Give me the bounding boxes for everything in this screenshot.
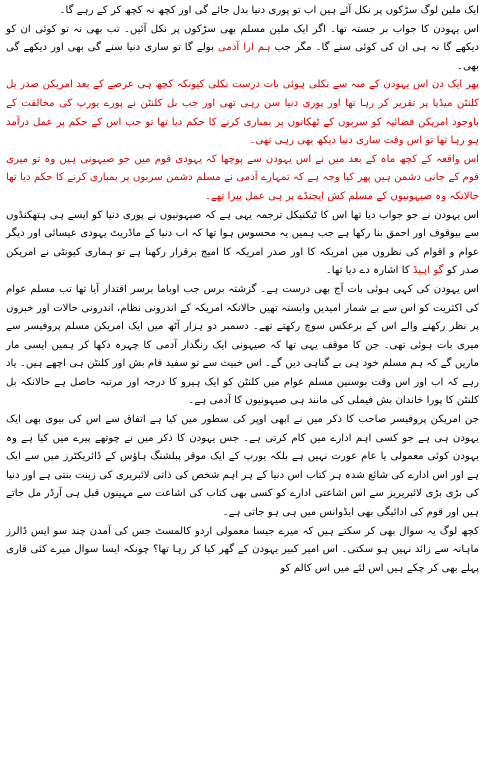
paragraph-8-text: کچھ لوگ یہ سوال بھی کر سکتے ہیں کہ میرے جیسا معمولی اردو کالمسٹ جس کی آمدن چند سو ایس ڈالرز ماہانہ سے زائد نہیں ہو سکتی۔ اس امیر کبیر یہودن کے گھر کیا کر رہا تھا؟ چونکہ ایسا سوال میرے کئی قاری پہلے بھی کر چکے ہیں اس لئے میں اس کالم کو [6, 525, 479, 574]
paragraph-2 [6, 21, 479, 77]
paragraph-1 [6, 2, 479, 21]
paragraph-2-text-a: اس یہودن کا جواب بر جستہ تھا۔ اگر ایک ملین مسلم بھی سڑکوں پر نکل آئیں۔ تب بھی نہ تو کوئی ان کو دیکھے گا نہ ہی ان کی کوئی سنے گا۔ مگر جب [6, 23, 480, 54]
paragraph-5-text-a: اس یہودن نے جو جواب دیا تھا اس کا ٹیکنیکل ترجمہ یہی ہے کہ صیہونیوں نے پوری دنیا کو ایسے ہی ہتھکنڈوں سے بیوقوف اور احمق بنا رکھا ہے جب ہمیں یہ محسوس ہوا تھا کہ اب دنیا کے ماڈریٹ یہودی عیسائی اور دیگر عوام و اقوام کی نظروں میں امریکہ کا اور صدر امریکہ کا امیج برقرار رکھنا ہے تو ہماری کیونٹی نے امریکن صدر کو [6, 209, 479, 277]
highlighted-phrase-our-man: ہم ارا آدمی [217, 42, 271, 54]
highlighted-phrase-go-ahead: گو اہیڈ [412, 265, 444, 277]
paragraph-3-highlighted [6, 76, 479, 150]
paragraph-7-text: جن امریکن پروفیسر صاحب کا ذکر میں نے ابھی اوپر کی سطور میں کیا ہے اتفاق سے اس کی بیوی بھی ایک یہودن ہی ہے جو کسی اہم ادارے میں کام کرتی ہے۔ جس یہودن کا ذکر میں نے چوتھے پیرے میں کیا ہے وہ یہودن کوئی معمولی یا عام عورت نہیں ہے بلکہ یورپ کے ایک موقر پبلشنگ ہاؤس کے ڈائریکٹرز میں سے ایک ہے اور اس ادارے کی شائع شدہ ہر کتاب اس دنیا کے ہر اہم شخص کی ذاتی لائبریری کی زینت بنتی ہے اور دنیا کی بڑی بڑی لائبریریز سے اس اشاعتی ادارے کو کسی بھی کتاب کی اشاعت سے مہینوں قبل ہی آرڈر مل جاتے ہیں اور قوم کی ادائیگی بھی ایڈوانس میں ہی ہو جاتی ہے۔ [6, 414, 479, 519]
paragraph-1-text: ایک ملین لوگ سڑکوں پر نکل آئے ہیں اب تو پوری دنیا بدل جائے گی اور کچھ نہ کچھ کر کے رہے گا۔ [59, 5, 479, 16]
paragraph-8 [6, 523, 479, 579]
paragraph-2-text-b: بولے گا تو ساری دنیا سنے گی بھی اور دیکھے گی بھی۔ [6, 42, 479, 72]
paragraph-4-text: اس واقعہ کے کچھ ماہ کے بعد میں نے اس یہودن سے پوچھا کہ یہودی قوم میں جو صیہونی ہیں وہ تو میری قوم کے جانی دشمن ہیں پھر کیا وجہ ہے کہ تمہارے آدمی نے مسلم دشمن سربوں پر بمباری کرنے کا حکم دیا تھا حالانکہ وہ صیہونیوں کے مسلم کش ایجنڈے پر ہی عمل پیرا تھے۔ [6, 153, 479, 202]
paragraph-6-text: اس یہودن کی کہی ہوئی بات آج بھی درست ہے۔ گزشتہ برس جب اوباما برسر اقتدار آیا تھا تب مسلم عوام کی اکثریت کو اس سے بے شمار امیدیں وابستہ تھیں حالانکہ امریکہ کے اندرونی نظام، اندرونی حالات اور خبروں پر نظر رکھنے والے اس کے برعکس سوچ رکھتے تھے۔ دسمبر دو ہزار آٹھ میں ایک امریکن مسلم پروفیسر سے میری بات ہوئی تھی۔ جن کا موقف یہی تھا کہ صیہونی ایک رنگدار آدمی کا چہرہ دکھا کر ہمیں ایسی مار ماریں گے کہ ہم مسلم خود ہی بے گناہی دیں گے۔ اس خبیث سے تو سفید فام بش اور کلنٹن ہی اچھے ہیں۔ یاد رہے کہ اب اور اس وقت بوسنین مسلم عوام میں کلنٹن کو ایک ہیرو کا درجہ اور مرتبہ حاصل ہے حالانکہ بل کلنٹن کا پورا خاندان بش فیملی کی مانند ہی صیہونیوں کا آدمی ہے۔ [6, 283, 479, 407]
paragraph-7 [6, 411, 479, 523]
paragraph-6 [6, 281, 479, 411]
paragraph-4-highlighted [6, 151, 479, 207]
paragraph-3-text: پھر ایک دن اس یہودن کے منہ سے نکلی ہوئی بات درست نکلی کیونکہ کچھ ہی عرصے کے بعد امریکن صدر بل کلنٹن میڈیا پر تقریر کر رہا تھا اور پوری دنیا سن رہی تھی اور جب بل کلنٹن نے پورے یورپ کی مخالفت کے باوجود امریکن فضائیہ کو سربوں کے ٹھکانوں پر بمباری کرنے کا حکم دیا تھا تو جب اس کے حکم پر عمل درآمد ہو رہا تھا تو اس وقت ساری دنیا دیکھ بھی رہی تھی۔ [6, 79, 479, 147]
paragraph-5 [6, 207, 479, 281]
paragraph-5-text-b: کا اشارہ دے دیا تھا۔ [325, 265, 413, 277]
